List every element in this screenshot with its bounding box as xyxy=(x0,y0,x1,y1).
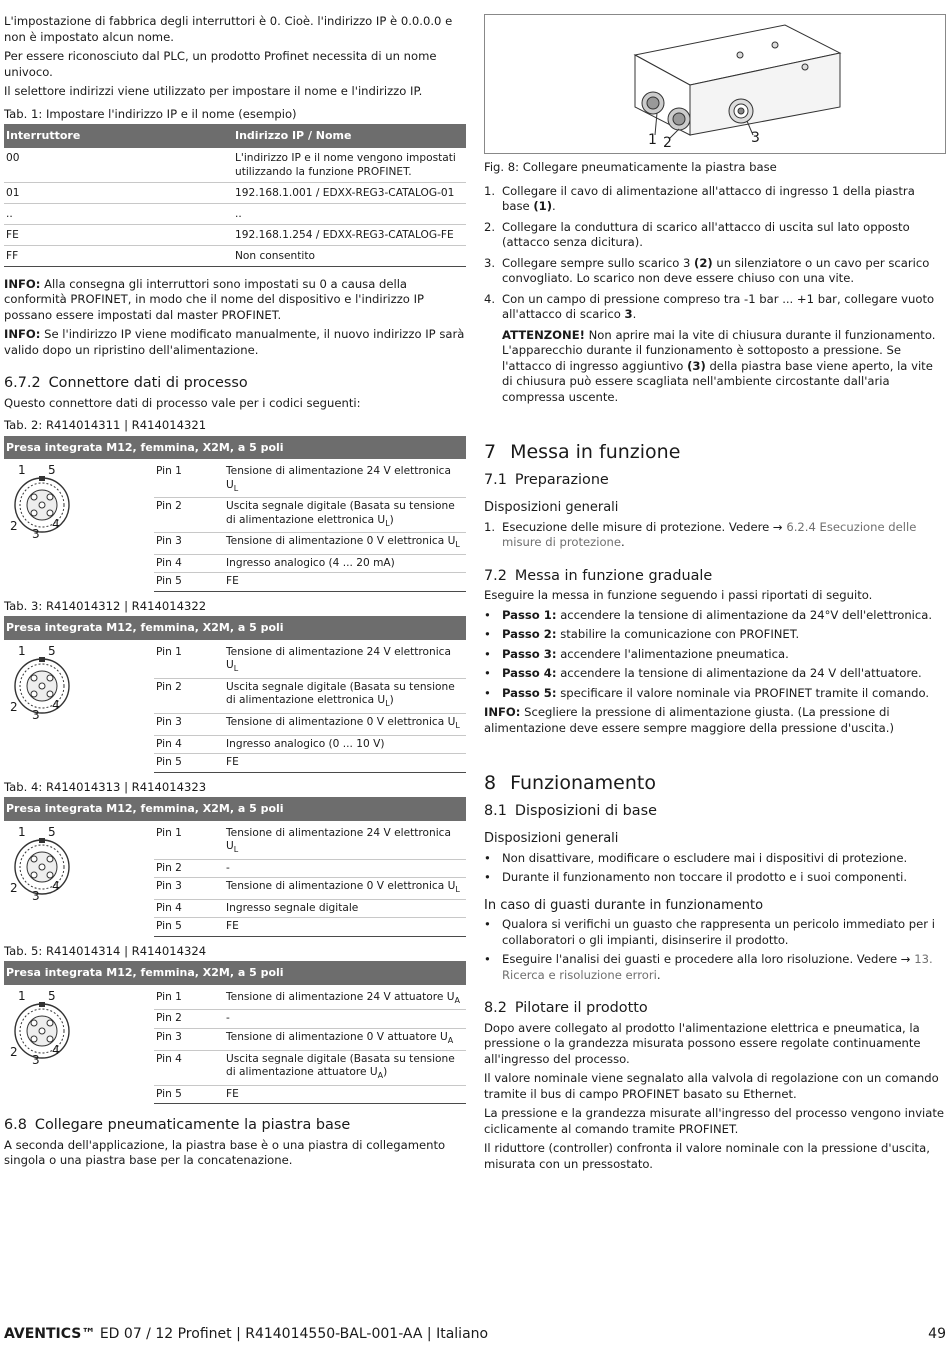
table-row xyxy=(154,714,466,736)
pin-cell: Pin 4 xyxy=(154,735,224,754)
pin-table-header: Presa integrata M12, femmina, X2M, a 5 poli xyxy=(4,797,466,821)
pin-table-caption: Tab. 4: R414014313 | R414014323 xyxy=(4,779,207,794)
section-7-1-subtitle: Disposizioni generali xyxy=(484,500,619,515)
pin-function-cell: FE xyxy=(224,918,466,937)
pin-table-header: Presa integrata M12, femmina, X2M, a 5 poli xyxy=(4,961,466,985)
section-6-7-2-title: 6.7.2 Connettore dati di processo xyxy=(4,375,248,391)
list-item: • Non disattivare, modificare o escludere mai i dispositivi di protezione. xyxy=(484,850,908,865)
table-row xyxy=(4,245,466,266)
table1-caption: Tab. 1: Impostare l'indirizzo IP e il nome (esempio) xyxy=(4,106,297,121)
arrow-right-icon: → xyxy=(772,519,783,534)
list-item: • Passo 1: accendere la tensione di alimentazione da 24°V dell'elettronica. xyxy=(484,607,933,622)
pin-function-cell: Tensione di alimentazione 0 V elettronica $U_L$ xyxy=(224,878,466,900)
info-ip-manual: INFO: Se l'indirizzo IP viene modificato manualmente, il nuovo indirizzo IP sarà valido dopo un ripristino dell'alimentazione. xyxy=(4,327,465,357)
info-delivery: INFO: Alla consegna gli interruttori sono impostati su 0 a causa della conformità PROFINET, in modo che il nome del dispositivo e l'indirizzo IP possano essere impostati dal master PROFINET. xyxy=(4,276,424,322)
footer-document-info: AVENTICS™ ED 07 / 12 Profinet | R414014550-BAL-001-AA | Italiano xyxy=(4,1326,489,1342)
list-item: • Passo 4: accendere la tensione di alimentazione da 24 V dell'attuatore. xyxy=(484,666,922,680)
paragraph-selector: Il selettore indirizzi viene utilizzato per impostare il nome e l'indirizzo IP. xyxy=(4,84,423,98)
pin-cell: Pin 3 xyxy=(154,878,224,900)
pin-function-cell: - xyxy=(224,1010,466,1029)
table-row xyxy=(154,735,466,754)
pin-cell: Pin 4 xyxy=(154,554,224,573)
link-6-2-4[interactable]: 6.2.4 Esecuzione delle misure di protezione xyxy=(502,519,917,549)
table-row xyxy=(154,899,466,918)
left-column xyxy=(4,14,466,1173)
pin-function-cell: Tensione di alimentazione 0 V elettronica $U_L$ xyxy=(224,533,466,555)
paragraph-factory-setting: L'impostazione di fabbrica degli interruttori è 0. Cioè. l'indirizzo IP è 0.0.0.0 e non è impostato alcun nome. xyxy=(4,14,453,44)
pin-label: 5 xyxy=(48,643,56,658)
figure-base-plate xyxy=(484,14,946,154)
warning-text: ATTENZONE! Non aprire mai la vite di chiusura durante il funzionamento. L'apparecchio durante il funzionamento è sottoposto a pressione. Se l'attacco di ingresso aggiuntivo (3) della piastra base viene aperto, la vite di chiusura può essere scagliata nell'ambiente circostante dall'aria compressa uscente. xyxy=(502,327,936,404)
pin-function-cell: Tensione di alimentazione 24 V attuatore $U_A$ xyxy=(224,989,466,1010)
table-row xyxy=(4,182,466,203)
list-item: • Durante il funzionamento non toccare il prodotto e i suoi componenti. xyxy=(484,870,908,884)
ip-name-cell: 192.168.1.254 / EDXX-REG3-CATALOG-FE xyxy=(233,224,466,245)
pin-function-cell: Ingresso analogico (0 ... 10 V) xyxy=(224,735,466,754)
pin-function-cell: - xyxy=(224,859,466,878)
pin-cell: Pin 1 xyxy=(154,463,224,498)
pin-table xyxy=(4,616,466,772)
pin-cell: Pin 5 xyxy=(154,754,224,773)
pin-cell: Pin 1 xyxy=(154,825,224,860)
figure-label-3: 3 xyxy=(751,130,760,146)
switch-cell: 00 xyxy=(4,148,233,183)
table-row xyxy=(154,989,466,1010)
section-8-2-p3: La pressione e la grandezza misurate all'ingresso del processo vengono inviate ciclicamente al comando tramite PROFINET. xyxy=(484,1106,945,1136)
pin-function-cell: Tensione di alimentazione 24 V elettronica $U_L$ xyxy=(224,825,466,860)
table-row xyxy=(154,1010,466,1029)
table-row xyxy=(4,224,466,245)
protection-step: 1. Esecuzione delle misure di protezione. Vedere → 6.2.4 Esecuzione delle misure di protezione. xyxy=(484,519,917,549)
table-row xyxy=(154,859,466,878)
pin-label: 4 xyxy=(52,517,60,531)
pin-function-cell: Ingresso segnale digitale xyxy=(224,899,466,918)
pin-table-caption: Tab. 5: R414014314 | R414014324 xyxy=(4,943,207,958)
figure-label-1: 1 xyxy=(648,132,657,148)
pin-tables xyxy=(4,418,466,1104)
ip-name-cell: 192.168.1.001 / EDXX-REG3-CATALOG-01 xyxy=(233,182,466,203)
pin-cell: Pin 2 xyxy=(154,498,224,533)
link-13[interactable]: 13. Ricerca e risoluzione errori xyxy=(502,952,933,982)
m12-connector-icon xyxy=(4,989,154,1104)
table-row xyxy=(154,1050,466,1085)
list-item: • Qualora si verifichi un guasto che rappresenta un pericolo immediato per i collaboratori o gli impianti, disinserire il prodotto. xyxy=(484,917,935,947)
pin-label: 5 xyxy=(48,824,56,839)
pin-cell: Pin 5 xyxy=(154,918,224,937)
list-item: 1. Collegare il cavo di alimentazione all'attacco di ingresso 1 della piastra base (1). xyxy=(484,183,915,213)
base-plate-illustration xyxy=(485,15,945,153)
list-item: 4. Con un campo di pressione compreso tra -1 bar ... +1 bar, collegare vuoto all'attacco di scarico 3. xyxy=(484,291,935,321)
pin-label: 4 xyxy=(52,697,60,712)
figure-caption: Fig. 8: Collegare pneumaticamente la piastra base xyxy=(484,160,777,174)
section-7-2-info: INFO: Scegliere la pressione di alimentazione giusta. (La pressione di alimentazione deve essere sempre maggiore della pressione d'uscita.) xyxy=(484,705,894,735)
pin-table xyxy=(4,961,466,1104)
ip-name-cell: Non consentito xyxy=(233,245,466,266)
pin-cell: Pin 3 xyxy=(154,714,224,736)
chapter-8-title: 8 Funzionamento xyxy=(484,772,656,794)
pin-function-cell: Uscita segnale digitale (Basata su tensione di alimentazione elettronica $U_L$) xyxy=(224,678,466,713)
pin-table-caption: Tab. 2: R414014311 | R414014321 xyxy=(4,418,207,432)
pin-function-cell: Tensione di alimentazione 0 V attuatore $U_A$ xyxy=(224,1028,466,1050)
pin-label: 1 xyxy=(18,643,26,658)
pin-label: 1 xyxy=(18,824,26,839)
section-7-2-title: 7.2 Messa in funzione graduale xyxy=(484,567,713,584)
pin-assignment-table xyxy=(154,989,466,1104)
section-8-2-p4: Il riduttore (controller) confronta il valore nominale con la pressione d'uscita, misurata con un pressostato. xyxy=(484,1141,930,1171)
table-row xyxy=(154,878,466,900)
pin-cell: Pin 2 xyxy=(154,678,224,713)
section-8-2-p2: Il valore nominale viene segnalato alla valvola di regolazione con un comando tramite il bus di campo PROFINET basato su Ethernet. xyxy=(484,1071,939,1101)
table1-header-switch: Interruttore xyxy=(4,124,233,148)
pin-label: 2 xyxy=(10,880,18,895)
section-8-1-subtitle-1: Disposizioni generali xyxy=(484,831,619,846)
section-8-1-title: 8.1 Disposizioni di base xyxy=(484,802,657,819)
pin-label: 5 xyxy=(48,463,56,477)
table-row xyxy=(154,498,466,533)
table-row xyxy=(154,678,466,713)
pin-cell: Pin 3 xyxy=(154,1028,224,1050)
arrow-right-icon: → xyxy=(900,952,911,966)
pin-table xyxy=(4,797,466,937)
pin-label: 1 xyxy=(18,463,26,477)
list-item: 2. Collegare la conduttura di scarico all'attacco di uscita sul lato opposto (attacco senza dicitura). xyxy=(484,219,910,249)
pin-cell: Pin 4 xyxy=(154,899,224,918)
list-item: • Passo 3: accendere l'alimentazione pneumatica. xyxy=(484,646,789,661)
pin-table-header: Presa integrata M12, femmina, X2M, a 5 poli xyxy=(4,616,466,640)
pin-cell: Pin 3 xyxy=(154,533,224,555)
table-row xyxy=(154,918,466,937)
table-row xyxy=(154,1085,466,1104)
section-8-2-title: 8.2 Pilotare il prodotto xyxy=(484,1000,648,1016)
pin-label: 4 xyxy=(52,1042,60,1057)
switch-cell: FF xyxy=(4,245,233,266)
pin-label: 3 xyxy=(32,1052,40,1067)
pin-function-cell: FE xyxy=(224,1085,466,1104)
pin-table xyxy=(4,436,466,592)
pin-assignment-table xyxy=(154,644,466,773)
list-item: • Passo 2: stabilire la comunicazione con PROFINET. xyxy=(484,627,800,641)
pin-cell: Pin 4 xyxy=(154,1050,224,1085)
page-number: 49 xyxy=(928,1326,946,1342)
pin-label: 5 xyxy=(48,988,56,1003)
table-row xyxy=(154,644,466,679)
switch-cell: 01 xyxy=(4,182,233,203)
table-row xyxy=(154,825,466,860)
switch-cell: FE xyxy=(4,224,233,245)
section-6-7-2-intro: Questo connettore dati di processo vale per i codici seguenti: xyxy=(4,395,361,410)
pin-cell: Pin 5 xyxy=(154,1085,224,1104)
pin-label: 2 xyxy=(10,519,18,533)
fault-rules-list xyxy=(484,917,946,983)
pin-table-caption: Tab. 3: R414014312 | R414014322 xyxy=(4,598,207,613)
switch-cell: .. xyxy=(4,203,233,224)
paragraph-unique-name: Per essere riconosciuto dal PLC, un prodotto Profinet necessita di un nome univoco. xyxy=(4,49,437,79)
pin-label: 3 xyxy=(32,707,40,722)
m12-connector-icon xyxy=(4,825,154,937)
table-row xyxy=(154,754,466,773)
section-8-1-subtitle-2: In caso di guasti durante in funzionamento xyxy=(484,897,764,913)
pin-function-cell: Tensione di alimentazione 24 V elettronica $U_L$ xyxy=(224,463,466,498)
pin-cell: Pin 1 xyxy=(154,644,224,679)
figure-label-2: 2 xyxy=(663,135,672,151)
ip-name-cell: .. xyxy=(233,203,466,224)
pin-label: 2 xyxy=(10,1044,18,1059)
pin-cell: Pin 2 xyxy=(154,1010,224,1029)
pin-function-cell: Ingresso analogico (4 ... 20 mA) xyxy=(224,554,466,573)
section-7-2-intro: Eseguire la messa in funzione seguendo i passi riportati di seguito. xyxy=(484,588,873,602)
table-row xyxy=(154,573,466,592)
section-7-1-title: 7.1 Preparazione xyxy=(484,471,609,488)
table-row xyxy=(154,463,466,498)
pin-function-cell: FE xyxy=(224,754,466,773)
pin-label: 3 xyxy=(32,527,40,541)
section-6-8-text: A seconda dell'applicazione, la piastra base è o una piastra di collegamento singola o una piastra base per la concatenazione. xyxy=(4,1137,446,1168)
pin-assignment-table xyxy=(154,825,466,937)
page-footer xyxy=(4,1327,946,1343)
pin-function-cell: Uscita segnale digitale (Basata su tensione di alimentazione attuatore $U_A$) xyxy=(224,1050,466,1085)
pin-cell: Pin 5 xyxy=(154,573,224,592)
pin-label: 1 xyxy=(18,988,26,1003)
pin-table-header: Presa integrata M12, femmina, X2M, a 5 poli xyxy=(4,436,466,460)
table-row xyxy=(4,148,466,183)
m12-connector-icon xyxy=(4,463,154,592)
section-8-2-p1: Dopo avere collegato al prodotto l'alimentazione elettrica e pneumatica, la pressione o la grandezza misurata possono essere regolate continuamente all'ingresso del processo. xyxy=(484,1020,921,1066)
right-column xyxy=(484,14,946,1176)
list-item: 3. Collegare sempre sullo scarico 3 (2) un silenziatore o un cavo per scarico convogliato. Lo scarico non deve essere chiuso con una vite. xyxy=(484,255,930,285)
ip-name-cell: L'indirizzo IP e il nome vengono impostati utilizzando la funzione PROFINET. xyxy=(233,148,466,183)
pin-assignment-table xyxy=(154,463,466,592)
pin-function-cell: Uscita segnale digitale (Basata su tensione di alimentazione elettronica $U_L$) xyxy=(224,498,466,533)
pin-function-cell: Tensione di alimentazione 0 V elettronica $U_L$ xyxy=(224,714,466,736)
pin-function-cell: FE xyxy=(224,573,466,592)
pin-label: 3 xyxy=(32,888,40,903)
table-ip-name xyxy=(4,124,466,267)
pin-label: 2 xyxy=(10,699,18,714)
table-row xyxy=(154,533,466,555)
table-row xyxy=(154,1028,466,1050)
chapter-7-title: 7 Messa in funzione xyxy=(484,441,681,463)
pin-function-cell: Tensione di alimentazione 24 V elettronica $U_L$ xyxy=(224,644,466,679)
table-row xyxy=(4,203,466,224)
pin-cell: Pin 2 xyxy=(154,859,224,878)
table1-header-ip: Indirizzo IP / Nome xyxy=(233,124,466,148)
m12-connector-icon xyxy=(4,644,154,773)
list-item: • Eseguire l'analisi dei guasti e procedere alla loro risoluzione. Vedere → 13. Ricerca e risoluzione errori. xyxy=(484,952,933,982)
pneumatic-steps xyxy=(484,184,946,323)
list-item: • Passo 5: specificare il valore nominale via PROFINET tramite il comando. xyxy=(484,685,930,700)
section-6-8-title: 6.8 Collegare pneumaticamente la piastra base xyxy=(4,1117,351,1134)
table-row xyxy=(154,554,466,573)
commissioning-steps xyxy=(484,608,946,702)
pin-label: 4 xyxy=(52,878,60,893)
general-rules-list xyxy=(484,851,946,886)
pin-cell: Pin 1 xyxy=(154,989,224,1010)
